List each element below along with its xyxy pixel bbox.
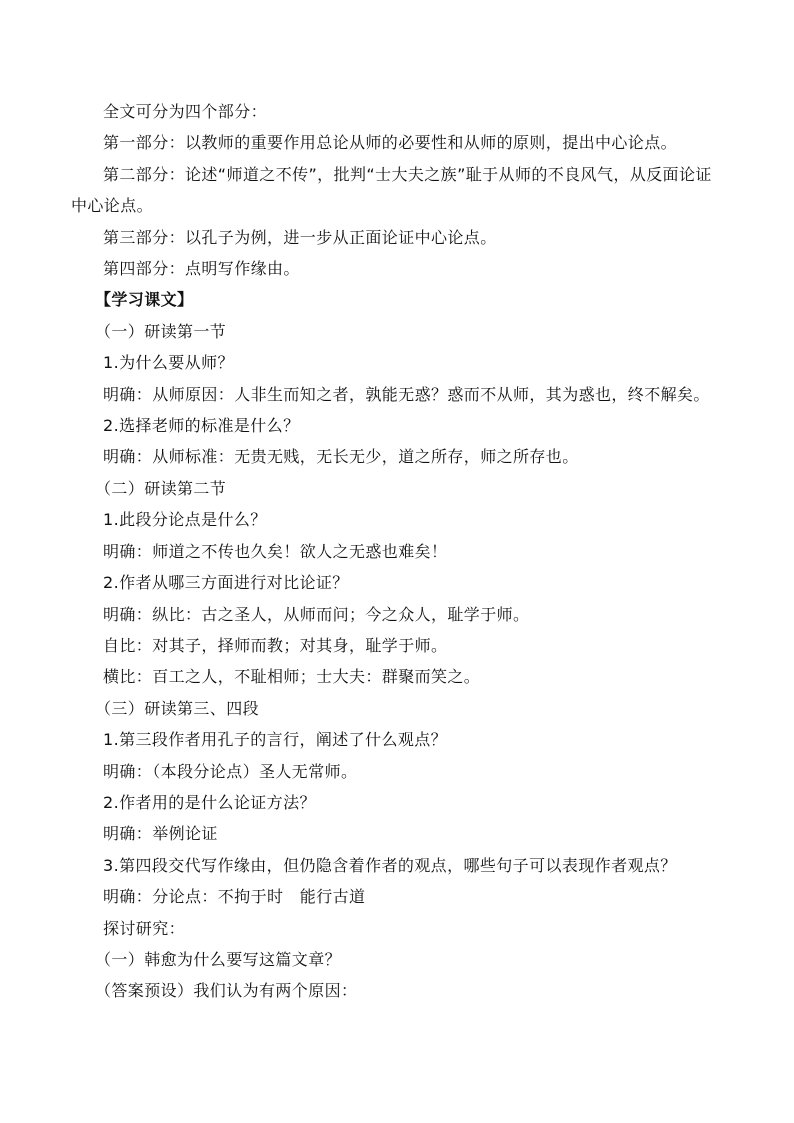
answer-2-2-self: 自比：对其子，择师而教；对其身，耻学于师。 (103, 635, 448, 655)
subsection-heading-two: （二）研读第二节 (95, 478, 227, 498)
question-3-2: 2.作者用的是什么论证方法？ (103, 792, 316, 812)
answer-1-1: 明确：从师原因：人非生而知之者，孰能无惑？惑而不从师，其为惑也，终不解矣。 (103, 384, 710, 404)
answer-2-2-vertical: 明确：纵比：古之圣人，从师而问；今之众人，耻学于师。 (103, 604, 530, 624)
answer-3-1: 明确：（本段分论点）圣人无常师。 (103, 761, 358, 781)
question-3-3: 3.第四段交代写作缘由，但仍隐含着作者的观点，哪些句子可以表现作者观点？ (103, 855, 677, 875)
question-2-2: 2.作者从哪三方面进行对比论证？ (103, 573, 349, 593)
question-2-1: 1.此段分论点是什么？ (103, 510, 267, 530)
subsection-heading-three: （三）研读第三、四段 (95, 698, 260, 718)
document-body (71, 96, 723, 1007)
question-1-1: 1.为什么要从师？ (103, 353, 234, 373)
section-heading-study-text: 【学习课文】 (95, 290, 194, 310)
section-heading-discussion: 探讨研究： (103, 918, 186, 938)
discussion-answer-preset: （答案预设）我们认为有两个原因： (95, 981, 358, 1001)
paragraph-part-two-continued: 中心论点。 (71, 196, 154, 216)
answer-3-2: 明确：举例论证 (103, 824, 218, 844)
paragraph-part-four: 第四部分：点明写作缘由。 (103, 259, 300, 279)
paragraph-overview: 全文可分为四个部分： (103, 102, 268, 121)
answer-3-3: 明确：分论点：不拘于时 能行古道 (103, 887, 366, 907)
paragraph-part-one: 第一部分：以教师的重要作用总论从师的必要性和从师的原则，提出中心论点。 (103, 133, 678, 153)
paragraph-part-three: 第三部分：以孔子为例，进一步从正面论证中心论点。 (103, 227, 497, 247)
discussion-question-one: （一）韩愈为什么要写这篇文章？ (95, 949, 342, 969)
question-3-1: 1.第三段作者用孔子的言行，阐述了什么观点？ (103, 730, 448, 750)
question-1-2: 2.选择老师的标准是什么？ (103, 416, 300, 436)
answer-2-2-horizontal: 横比：百工之人，不耻相师；士大夫：群聚而笑之。 (103, 667, 481, 687)
answer-1-2: 明确：从师标准：无贵无贱，无长无少，道之所存，师之所存也。 (103, 447, 579, 467)
paragraph-part-two: 第二部分：论述“师道之不传”，批判“士大夫之族”耻于从师的不良风气，从反面论证 (103, 164, 712, 184)
subsection-heading-one: （一）研读第一节 (95, 321, 227, 341)
answer-2-1: 明确：师道之不传也久矣！欲人之无惑也难矣！ (103, 541, 448, 561)
